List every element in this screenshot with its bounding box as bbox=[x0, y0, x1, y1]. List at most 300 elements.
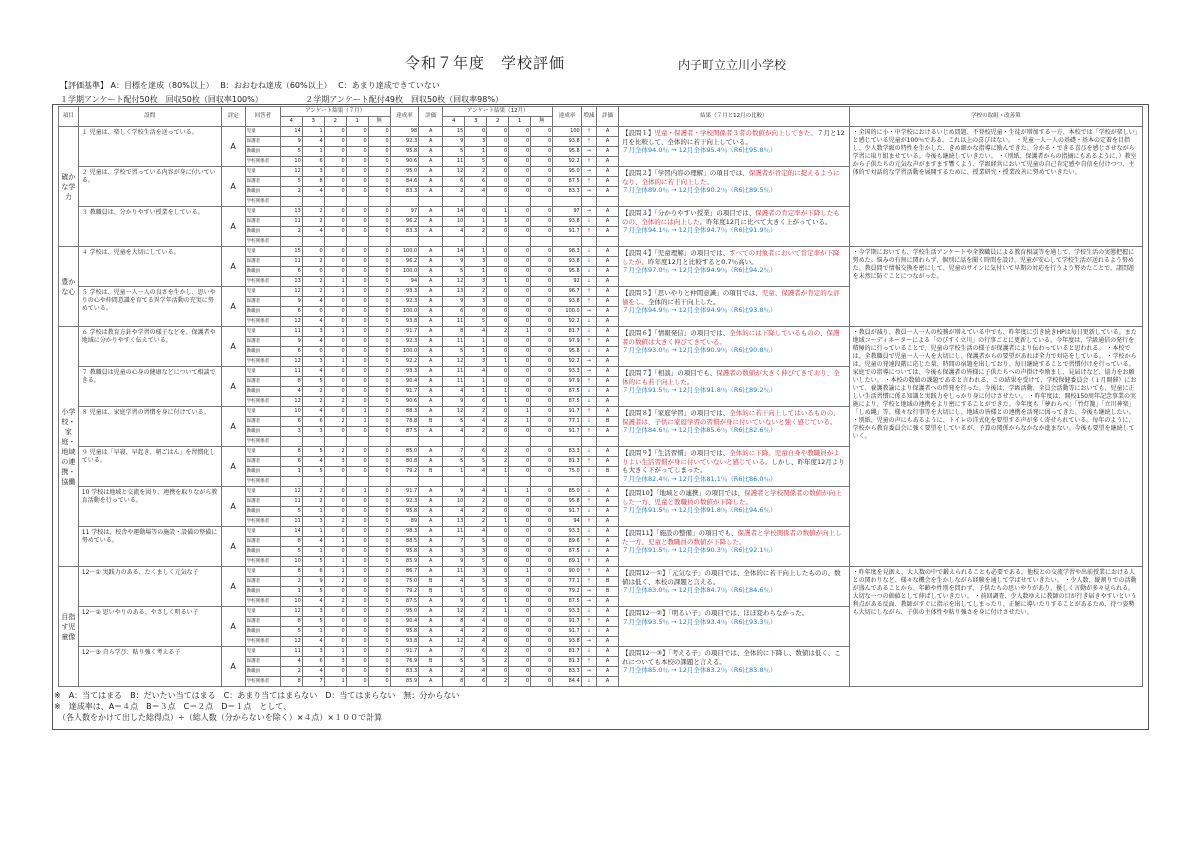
july-count: 2 bbox=[280, 227, 302, 237]
dec-count: 2 bbox=[443, 187, 465, 197]
july-count: 0 bbox=[368, 557, 390, 567]
respondent-label: 保護者 bbox=[245, 257, 280, 267]
july-count: 4 bbox=[302, 367, 324, 377]
july-count: 0 bbox=[324, 637, 346, 647]
dec-count: 0 bbox=[531, 377, 553, 387]
respondent-label: 保護者 bbox=[245, 377, 280, 387]
dec-rate bbox=[553, 237, 582, 247]
change-arrow bbox=[581, 437, 596, 447]
dec-count bbox=[465, 237, 487, 247]
result-head: 【設問６】「情報発信」の項目では、 bbox=[622, 329, 730, 337]
overall-grade: A bbox=[221, 647, 245, 687]
result-blue: ７月全体84.6％ → 12月全体85.6％（R6比82.6％） bbox=[622, 426, 777, 434]
july-count bbox=[346, 237, 368, 247]
dec-count: 1 bbox=[509, 417, 531, 427]
respondent-label: 保護者 bbox=[245, 177, 280, 187]
july-count: 0 bbox=[368, 217, 390, 227]
july-rate: 92.2 bbox=[390, 357, 419, 367]
dec-count bbox=[443, 237, 465, 247]
july-count: 2 bbox=[324, 597, 346, 607]
july-grade: A bbox=[419, 457, 443, 467]
dec-count: 0 bbox=[509, 157, 531, 167]
july-count: 0 bbox=[346, 637, 368, 647]
july-count: 0 bbox=[346, 677, 368, 687]
dec-count bbox=[487, 437, 509, 447]
july-count: 5 bbox=[302, 557, 324, 567]
july-count: 11 bbox=[280, 497, 302, 507]
dec-count: 12 bbox=[443, 167, 465, 177]
result-comment bbox=[619, 367, 850, 407]
july-rate: 95.8 bbox=[390, 147, 419, 157]
dec-count: 1 bbox=[443, 587, 465, 597]
change-arrow: → bbox=[581, 147, 596, 157]
dec-count: 0 bbox=[487, 557, 509, 567]
july-count: 12 bbox=[280, 637, 302, 647]
july-rate: 100.0 bbox=[390, 347, 419, 357]
july-count: 0 bbox=[324, 227, 346, 237]
july-grade: A bbox=[419, 677, 443, 687]
july-rate: 93.3 bbox=[390, 287, 419, 297]
dec-count bbox=[531, 237, 553, 247]
dec-grade: A bbox=[597, 327, 619, 337]
dec-count: 2 bbox=[487, 327, 509, 337]
dec-count: 0 bbox=[487, 367, 509, 377]
dec-count: 2 bbox=[465, 427, 487, 437]
july-count: 0 bbox=[368, 637, 390, 647]
july-count: 10 bbox=[280, 157, 302, 167]
dec-count: 2 bbox=[465, 287, 487, 297]
july-grade: A bbox=[419, 617, 443, 627]
july-count: 0 bbox=[302, 307, 324, 317]
july-count: 0 bbox=[368, 567, 390, 577]
change-arrow: ↑ bbox=[581, 337, 596, 347]
dec-count: 15 bbox=[443, 127, 465, 137]
change-arrow: ↑ bbox=[581, 427, 596, 437]
july-count: 0 bbox=[346, 297, 368, 307]
dec-count: 0 bbox=[509, 627, 531, 637]
dec-rate: 77.1 bbox=[553, 417, 582, 427]
dec-count: 2 bbox=[465, 517, 487, 527]
dec-count: 0 bbox=[487, 317, 509, 327]
dec-count: 1 bbox=[509, 327, 531, 337]
dec-rate: 89.6 bbox=[553, 537, 582, 547]
july-count: 2 bbox=[302, 397, 324, 407]
dec-rate: 79.2 bbox=[553, 587, 582, 597]
dec-count: 0 bbox=[465, 307, 487, 317]
july-count: 0 bbox=[368, 387, 390, 397]
result-comment bbox=[619, 607, 850, 647]
july-grade: A bbox=[419, 257, 443, 267]
july-grade: A bbox=[419, 167, 443, 177]
july-count: 4 bbox=[302, 297, 324, 307]
dec-rate: 95.8 bbox=[553, 497, 582, 507]
july-count bbox=[324, 197, 346, 207]
change-arrow: ↓ bbox=[581, 327, 596, 337]
dec-count: 1 bbox=[487, 207, 509, 217]
respondent-label: 児童 bbox=[245, 647, 280, 657]
respondent-label: 保護者 bbox=[245, 337, 280, 347]
result-normal: 昨年度12月に比べて大きく上がっている。 bbox=[706, 217, 832, 226]
dec-count: 0 bbox=[487, 127, 509, 137]
july-grade: A bbox=[419, 517, 443, 527]
dec-count: 0 bbox=[509, 227, 531, 237]
dec-count: 0 bbox=[531, 457, 553, 467]
july-count: 0 bbox=[346, 607, 368, 617]
dec-rate: 75.0 bbox=[553, 467, 582, 477]
dec-count: 0 bbox=[531, 297, 553, 307]
dec-count: 0 bbox=[487, 267, 509, 277]
overall-grade: A bbox=[221, 567, 245, 607]
respondent-label: 教職員 bbox=[245, 587, 280, 597]
july-count: 0 bbox=[346, 427, 368, 437]
dec-grade: A bbox=[597, 597, 619, 607]
question-text: 11 学校は、校舎や運動場等の施設・設備の整備に努めている。 bbox=[78, 527, 221, 567]
dec-count: 0 bbox=[487, 667, 509, 677]
dec-count: 1 bbox=[465, 147, 487, 157]
july-rate: 90.4 bbox=[390, 617, 419, 627]
respondent-label: 学校関係者 bbox=[245, 157, 280, 167]
result-red: 全体的に下降。児童自身や教職員がよりよい生活習慣が身に付いていないと感じている。 bbox=[622, 449, 840, 466]
july-count: 0 bbox=[346, 647, 368, 657]
july-count: 1 bbox=[324, 277, 346, 287]
dec-rate: 87.5 bbox=[553, 597, 582, 607]
july-count: 1 bbox=[324, 537, 346, 547]
dec-grade: A bbox=[597, 447, 619, 457]
dec-count: 5 bbox=[465, 537, 487, 547]
dec-count: 0 bbox=[509, 177, 531, 187]
july-count: 0 bbox=[346, 387, 368, 397]
july-count: 5 bbox=[302, 587, 324, 597]
july-count: 0 bbox=[368, 657, 390, 667]
dec-grade: B bbox=[597, 417, 619, 427]
change-arrow: ↑ bbox=[581, 127, 596, 137]
july-count: 0 bbox=[346, 267, 368, 277]
dec-grade: A bbox=[597, 567, 619, 577]
result-red: 保護者の数値が大きく伸びてきており、全体的にも若干向上した。 bbox=[622, 369, 840, 386]
dec-count: 0 bbox=[509, 357, 531, 367]
dec-count: 0 bbox=[531, 447, 553, 457]
july-count: 0 bbox=[368, 147, 390, 157]
july-count: 0 bbox=[368, 257, 390, 267]
result-blue: ７月全体93.0％ → 12月全体90.9％（R6比90.8％） bbox=[622, 346, 777, 354]
july-rate: 93.8 bbox=[390, 317, 419, 327]
question-text: ５ 学校は、児童一人一人の良さを生かし、思いやりの心や仲間意識を育てる異学年活動の充実に努めている。 bbox=[78, 287, 221, 327]
july-count: 0 bbox=[346, 187, 368, 197]
respondent-label: 児童 bbox=[245, 567, 280, 577]
july-count bbox=[280, 197, 302, 207]
overall-grade: A bbox=[221, 407, 245, 447]
question-text: 10 学校は地域と交流を図り、連携を取りながら教育活動を行っている。 bbox=[78, 487, 221, 527]
dec-count: 12 bbox=[443, 277, 465, 287]
change-arrow: ↓ bbox=[581, 277, 596, 287]
dec-count bbox=[509, 197, 531, 207]
july-count: 0 bbox=[368, 677, 390, 687]
dec-count: 6 bbox=[443, 307, 465, 317]
dec-grade: A bbox=[597, 217, 619, 227]
july-count: 0 bbox=[368, 497, 390, 507]
july-grade: A bbox=[419, 647, 443, 657]
july-rate: 92.3 bbox=[390, 497, 419, 507]
change-arrow: ↓ bbox=[581, 267, 596, 277]
july-grade: A bbox=[419, 607, 443, 617]
dec-count: 0 bbox=[531, 147, 553, 157]
dec-count bbox=[465, 477, 487, 487]
dec-count: 4 bbox=[465, 187, 487, 197]
dec-count: 0 bbox=[465, 207, 487, 217]
july-count: 0 bbox=[346, 317, 368, 327]
dec-count: 0 bbox=[509, 507, 531, 517]
dec-count: 0 bbox=[531, 677, 553, 687]
dec-grade: A bbox=[597, 387, 619, 397]
dec-grade: A bbox=[597, 617, 619, 627]
july-grade: A bbox=[419, 427, 443, 437]
change-arrow: ↑ bbox=[581, 537, 596, 547]
july-count bbox=[368, 437, 390, 447]
result-comment bbox=[619, 567, 850, 607]
table-body bbox=[59, 127, 1143, 687]
header-col: 無 bbox=[531, 117, 553, 127]
july-rate: 95.0 bbox=[390, 607, 419, 617]
table-row bbox=[59, 327, 1143, 337]
result-head: 【設問12－③】 bbox=[622, 649, 669, 657]
result-normal: 「考える子」の項目では、全体的に下降し、数値は低く、これについても本校の課題と言える。 bbox=[622, 649, 841, 666]
dec-count: 0 bbox=[531, 227, 553, 237]
july-count bbox=[302, 477, 324, 487]
dec-rate: 91.7 bbox=[553, 627, 582, 637]
header-rate-july: 達成率 bbox=[390, 107, 419, 127]
july-count: 0 bbox=[368, 487, 390, 497]
dec-count bbox=[531, 437, 553, 447]
change-arrow: → bbox=[581, 307, 596, 317]
dec-count: 9 bbox=[443, 557, 465, 567]
july-count bbox=[302, 437, 324, 447]
dec-count: 0 bbox=[509, 137, 531, 147]
respondent-label: 児童 bbox=[245, 367, 280, 377]
dec-rate: 83.3 bbox=[553, 447, 582, 457]
dec-count: 12 bbox=[443, 407, 465, 417]
july-rate: 87.5 bbox=[390, 427, 419, 437]
dec-count: 0 bbox=[531, 347, 553, 357]
dec-count: 2 bbox=[443, 667, 465, 677]
july-count: 9 bbox=[280, 337, 302, 347]
july-count: 2 bbox=[302, 257, 324, 267]
result-normal: ７月と12月を比較して、全体的に若干向上している。 bbox=[622, 129, 845, 146]
dec-count: 0 bbox=[509, 577, 531, 587]
july-count: 0 bbox=[346, 597, 368, 607]
dec-count: 1 bbox=[465, 387, 487, 397]
july-count: 0 bbox=[346, 657, 368, 667]
july-count: 0 bbox=[368, 187, 390, 197]
dec-rate: 91.7 bbox=[553, 227, 582, 237]
july-count: 1 bbox=[324, 557, 346, 567]
july-count: 6 bbox=[302, 157, 324, 167]
result-red: すべての対象者において肯定率が下降したが、 bbox=[622, 249, 840, 266]
result-comment bbox=[619, 407, 850, 447]
july-count: 4 bbox=[302, 537, 324, 547]
dec-count: 0 bbox=[531, 367, 553, 377]
respondent-label: 教職員 bbox=[245, 307, 280, 317]
dec-count: 0 bbox=[531, 327, 553, 337]
footnotes bbox=[54, 690, 459, 723]
july-rate: 90.6 bbox=[390, 397, 419, 407]
dec-count bbox=[531, 477, 553, 487]
july-count: 1 bbox=[346, 487, 368, 497]
change-arrow: ↓ bbox=[581, 677, 596, 687]
dec-count: 0 bbox=[509, 467, 531, 477]
july-count bbox=[324, 237, 346, 247]
change-arrow: ↓ bbox=[581, 607, 596, 617]
july-count: 12 bbox=[280, 357, 302, 367]
dec-grade: A bbox=[597, 527, 619, 537]
dec-count: 2 bbox=[465, 167, 487, 177]
july-count: 4 bbox=[302, 317, 324, 327]
dec-grade: A bbox=[597, 137, 619, 147]
dec-count: 0 bbox=[531, 207, 553, 217]
july-count: 3 bbox=[280, 427, 302, 437]
result-head: 【設問９】「生活習慣」の項目では、 bbox=[622, 449, 730, 457]
july-count: 4 bbox=[302, 667, 324, 677]
july-count: 4 bbox=[302, 407, 324, 417]
dec-count: 0 bbox=[487, 137, 509, 147]
dec-count: 4 bbox=[443, 387, 465, 397]
dec-count: 1 bbox=[465, 247, 487, 257]
dec-count: 0 bbox=[509, 617, 531, 627]
july-rate bbox=[390, 237, 419, 247]
dec-rate bbox=[553, 197, 582, 207]
respondent-label: 学校関係者 bbox=[245, 437, 280, 447]
july-rate bbox=[390, 197, 419, 207]
july-grade: A bbox=[419, 547, 443, 557]
dec-count: 0 bbox=[531, 577, 553, 587]
dec-count: 8 bbox=[443, 327, 465, 337]
july-count: 0 bbox=[346, 287, 368, 297]
dec-count: 0 bbox=[531, 507, 553, 517]
dec-count: 14 bbox=[443, 207, 465, 217]
july-count: 0 bbox=[324, 487, 346, 497]
survey-info bbox=[60, 94, 543, 105]
table-row bbox=[59, 247, 1143, 257]
july-rate: 91.7 bbox=[390, 387, 419, 397]
july-count: 4 bbox=[302, 457, 324, 467]
july-count: 6 bbox=[280, 347, 302, 357]
dec-rate: 97 bbox=[553, 207, 582, 217]
july-count: 0 bbox=[346, 667, 368, 677]
respondent-label: 学校関係者 bbox=[245, 637, 280, 647]
respondent-label: 児童 bbox=[245, 247, 280, 257]
respondent-label: 保護者 bbox=[245, 217, 280, 227]
july-grade: A bbox=[419, 287, 443, 297]
dec-count: 0 bbox=[487, 347, 509, 357]
result-red: 保護者と学校関係者の数値が向上した一方、児童と教職員の数値が下降した。 bbox=[622, 489, 842, 506]
july-count: 0 bbox=[346, 347, 368, 357]
july-count bbox=[280, 437, 302, 447]
dec-count: 2 bbox=[465, 507, 487, 517]
july-count: 2 bbox=[302, 487, 324, 497]
dec-grade bbox=[597, 237, 619, 247]
dec-count: 1 bbox=[509, 407, 531, 417]
respondent-label: 教職員 bbox=[245, 387, 280, 397]
july-count: 0 bbox=[324, 467, 346, 477]
dec-grade: A bbox=[597, 257, 619, 267]
dec-count: 12 bbox=[443, 637, 465, 647]
july-count: 0 bbox=[346, 277, 368, 287]
july-count: 6 bbox=[280, 307, 302, 317]
dec-count: 0 bbox=[531, 617, 553, 627]
dec-count: 0 bbox=[509, 297, 531, 307]
dec-count: 0 bbox=[531, 547, 553, 557]
july-count: 0 bbox=[346, 327, 368, 337]
dec-count: 2 bbox=[487, 447, 509, 457]
july-grade: A bbox=[419, 277, 443, 287]
result-head: 【設問10】「地域との連携」の項目では、 bbox=[622, 489, 745, 497]
change-arrow: → bbox=[581, 667, 596, 677]
july-count: 2 bbox=[302, 277, 324, 287]
july-count: 0 bbox=[368, 397, 390, 407]
dec-count: 1 bbox=[487, 277, 509, 287]
dec-count: 3 bbox=[443, 547, 465, 557]
dec-grade: A bbox=[597, 547, 619, 557]
dec-count: 5 bbox=[465, 457, 487, 467]
july-count: 0 bbox=[324, 527, 346, 537]
july-count: 0 bbox=[368, 327, 390, 337]
july-count: 5 bbox=[302, 467, 324, 477]
july-count: 4 bbox=[280, 657, 302, 667]
change-arrow: ↑ bbox=[581, 137, 596, 147]
dec-count: 6 bbox=[465, 597, 487, 607]
july-rate: 80.8 bbox=[390, 457, 419, 467]
dec-count: 0 bbox=[531, 597, 553, 607]
dec-count: 0 bbox=[487, 337, 509, 347]
july-count: 5 bbox=[280, 147, 302, 157]
dec-count: 0 bbox=[531, 537, 553, 547]
overall-grade: A bbox=[221, 487, 245, 527]
july-grade: A bbox=[419, 317, 443, 327]
dec-count: 3 bbox=[487, 577, 509, 587]
july-count: 10 bbox=[280, 407, 302, 417]
july-rate: 83.3 bbox=[390, 187, 419, 197]
result-head: 【設問11】「施設の整備」の項目でも、 bbox=[622, 529, 738, 537]
july-count: 2 bbox=[302, 207, 324, 217]
july-count: 2 bbox=[302, 217, 324, 227]
dec-grade: A bbox=[597, 657, 619, 667]
dec-count: 0 bbox=[509, 497, 531, 507]
change-arrow: → bbox=[581, 357, 596, 367]
july-count bbox=[324, 477, 346, 487]
dec-count: 2 bbox=[465, 627, 487, 637]
july-rate: 95.0 bbox=[390, 167, 419, 177]
july-count: 8 bbox=[280, 537, 302, 547]
july-count: 0 bbox=[368, 137, 390, 147]
dec-grade: A bbox=[597, 307, 619, 317]
result-red: 保護者が肯定的に捉えるようになり、全体的に若干向上した。 bbox=[622, 169, 840, 186]
july-count: 0 bbox=[324, 587, 346, 597]
footnote-rate: ※ 達成率は、A＝４点 B＝３点 C＝２点 D＝１点 として、 bbox=[54, 702, 292, 711]
dec-count: 3 bbox=[465, 567, 487, 577]
july-count: 0 bbox=[324, 427, 346, 437]
july-count: 0 bbox=[324, 507, 346, 517]
dec-count: 0 bbox=[531, 387, 553, 397]
july-count: 4 bbox=[302, 637, 324, 647]
july-count: 0 bbox=[368, 597, 390, 607]
july-count: 0 bbox=[368, 247, 390, 257]
dec-count: 0 bbox=[531, 407, 553, 417]
dec-count: 12 bbox=[443, 357, 465, 367]
change-arrow: ↑ bbox=[581, 497, 596, 507]
dec-count: 4 bbox=[443, 227, 465, 237]
respondent-label: 教職員 bbox=[245, 347, 280, 357]
dec-count: 0 bbox=[531, 647, 553, 657]
july-grade: A bbox=[419, 567, 443, 577]
